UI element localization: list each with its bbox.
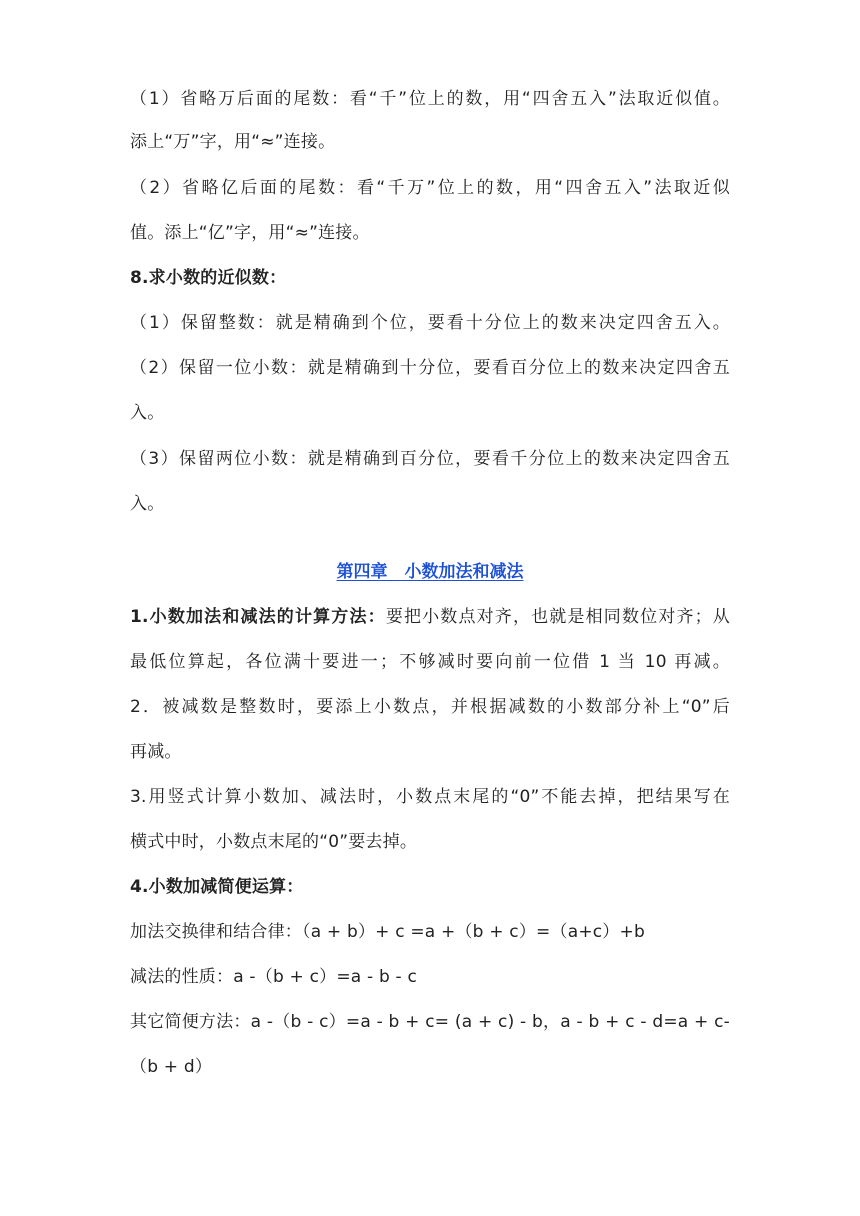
paragraph-line: 横式中时，小数点末尾的“0”要去掉。 <box>130 832 418 852</box>
paragraph-line: 3.用竖式计算小数加、减法时，小数点末尾的“0”不能去掉，把结果写在 <box>130 787 730 807</box>
paragraph-line: 值。添上“亿”字，用“≈”连接。 <box>130 223 370 243</box>
item-text: 要把小数点对齐，也就是相同数位对齐；从 <box>385 607 730 627</box>
paragraph-line: （2）省略亿后面的尾数：看“千万”位上的数，用“四舍五入”法取近似 <box>130 178 730 198</box>
paragraph-line: （2）保留一位小数：就是精确到十分位，要看百分位上的数来决定四舍五 <box>130 358 730 378</box>
item-1-line <box>130 604 730 630</box>
formula-line: 其它简便方法：a -（b - c）=a - b + c= (a + c) - b，a - b + c - d=a + c- <box>130 1012 730 1032</box>
paragraph-line: 2．被减数是整数时，要添上小数点，并根据减数的小数部分补上“0”后 <box>130 697 730 717</box>
formula-line: （b + d） <box>130 1057 213 1077</box>
item-title: 1.小数加法和减法的计算方法： <box>130 607 386 627</box>
paragraph-line: （1）保留整数：就是精确到个位，要看十分位上的数来决定四舍五入。 <box>130 313 730 333</box>
paragraph-line: 添上“万”字，用“≈”连接。 <box>130 132 336 152</box>
item-title: 4.小数加减简便运算： <box>130 877 304 897</box>
formula-line: 减法的性质：a -（b + c）=a - b - c <box>130 967 418 987</box>
item-title: 8.求小数的近似数： <box>130 268 287 288</box>
paragraph-line: 入。 <box>130 494 165 514</box>
chapter-heading[interactable]: 第四章 小数加法和减法 <box>336 562 524 582</box>
formula-line: 加法交换律和结合律：（a + b）+ c =a +（b + c）=（a+c）+b <box>130 922 645 942</box>
paragraph-line: （3）保留两位小数：就是精确到百分位，要看千分位上的数来决定四舍五 <box>130 449 730 469</box>
paragraph-line: 最低位算起，各位满十要进一；不够减时要向前一位借 1 当 10 再减。 <box>130 652 730 672</box>
paragraph-line: 再减。 <box>130 742 182 762</box>
paragraph-line: 入。 <box>130 403 165 423</box>
paragraph-line: （1）省略万后面的尾数：看“千”位上的数，用“四舍五入”法取近似值。 <box>130 89 730 109</box>
